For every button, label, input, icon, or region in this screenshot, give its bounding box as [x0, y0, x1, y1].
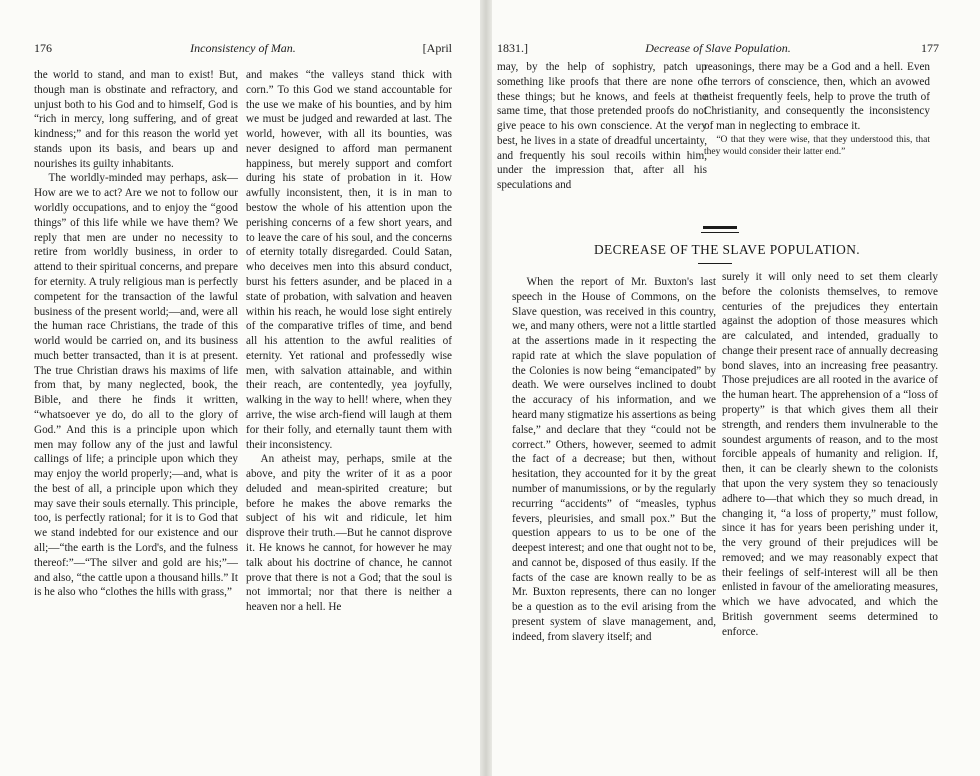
section-divider-thick: [703, 226, 737, 229]
left-running-title: Inconsistency of Man.: [190, 41, 296, 55]
left-column-2: [246, 68, 452, 772]
right-top-col1-text: may, by the help of sophistry, patch up something like proofs that there are none of these things; but he knows, and feels at the same time, that those pretended proofs do not give peace to his own conscience. At the very best, he lives in a state of dreadful uncertainty, and frequently his soul recoils within him, under the impression that, after all his speculations and: [497, 61, 707, 192]
left-running-head: [34, 41, 452, 57]
section-divider-thin: [701, 232, 739, 233]
left-page-number: 176: [34, 41, 52, 55]
right-top-col2-text: reasonings, there may be a God and a hell. Even the terrors of conscience, then, which an avowed atheist frequently feels, help to prove the truth of Christianity, and consequently the inconsistency of man in neglecting to embrace it.: [704, 61, 930, 133]
left-page: [0, 0, 480, 776]
right-page-number: 177: [921, 41, 939, 55]
section-title: DECREASE OF THE SLAVE POPULATION.: [593, 242, 861, 257]
right-running-year: 1831.]: [497, 41, 528, 55]
right-top-column-1: [497, 60, 707, 220]
footnote: “O that they were wise, that they understood this, that they would consider their latter end.”: [704, 134, 930, 158]
right-column-1: [512, 275, 716, 774]
title-underline: [698, 263, 732, 264]
left-col2-para-2: An atheist may, perhaps, smile at the above, and pity the writer of it as a poor deluded and mean-spirited creature; but before he makes the above remarks the subject of his wit and ridicule, let him disprove their truth.—But he cannot disprove it. He knows he cannot, for however he may talk about his doctrine of chance, he cannot prove that there is not a God; that the soul is not immortal; nor that there is neither a heaven nor a hell. He: [246, 453, 452, 614]
right-running-title: Decrease of Slave Population.: [645, 41, 791, 55]
book-gutter: [480, 0, 492, 776]
right-page: [492, 0, 980, 776]
left-col1-para-1: the world to stand, and man to exist! But, though man is obstinate and refractory, and unjust both to his God and to himself, God is “rich in mercy, long suffering, and of great kindness;” and for this reason the world yet stands upon its basis, and bears up and nourishes its guilty inhabitants.: [34, 69, 238, 170]
right-col1-text: When the report of Mr. Buxton's last speech in the House of Commons, on the Slave question, was received in this country, we, and many others, were not a little startled at the assertions made in it respecting the rapid rate at which the slave population of the Colonies is now being “emancipated” by death. We were ourselves inclined to doubt the accuracy of his information, and we heard many stigmatize his assertions as being false,” and declare that they “could not be correct.” Others, however, seemed to admit the fact of a decrease; but then, without hesitation, they accounted for it by the great number of manumissions, or by the regularly recurring “accidents” of “measles, typhus fevers, pleurisies, and small pox.” But the question appears to us to be one of the deepest interest; and one that ought not to be, and cannot be, disposed of thus easily. If the facts of the case are known really to be as Mr. Buxton represents, there can no longer be a question as to the evil arising from the present system of slave management, and, indeed, from slavery itself; and: [512, 276, 716, 643]
right-running-head: [497, 41, 939, 57]
left-running-month: [April: [422, 41, 452, 55]
left-col2-para-1: and makes “the valleys stand thick with corn.” To this God we stand accountable for the use we make of his bounties, and by him we must be judged and rewarded at last. The world, however, with all its bounties, was never designed to afford man permanent happiness, but merely support and comfort during his state of probation in it. How awfully inconsistent, then, it is in man to bestow the whole of his attention upon the perishing concerns of a few short years, and to leave the care of his soul, and the concerns of eternity totally disregarded. Could Satan, who deceives men into this absurd conduct, burst his fetters asunder, and be placed in a state of probation, with salvation and heaven within his reach, he would lose sight entirely of the comparative trifles of time, and bend all his attention to the awful realities of eternity. Yet rational and professedly wise men, with salvation attainable, and within their reach, are contentedly, yea joyfully, walking in the way to hell! where, when they arrive, the wise arch-fiend will laugh at them for their folly, and eternally taunt them with their inconsistency.: [246, 69, 452, 451]
right-column-2: [722, 270, 938, 774]
left-col1-para-2: The worldly-minded may perhaps, ask—How are we to act? Are we not to follow our worldly occupations, and to enjoy the “good things” of this life while we have them? We reply that men are under no necessity to retire from worldly business, in order to attend to their spiritual concerns, and prepare for eternity. A truly religious man is perfectly competent for the transaction of the lawful business of the present world;—and, were all the human race Christians, the trade of this world would be carried on, and its business much better transacted, than it is at present. The true Christian draws his maxims of life from that, by many neglected, book, the Bible, and there he finds it written, “whatsoever ye do, do all to the glory of God.” And this is a principle upon which men may follow any of the just and lawful callings of life; a principle upon which they may enjoy the world properly;—and, what is the best of all, a principle upon which they may save their souls eternally. This principle, too, is perfectly rational; for it is to God that we stand indebted for our existence and our all;—“the earth is the Lord's, and the fulness thereof:”—“The silver and gold are his;”—and also, “the cattle upon a thousand hills.” It is he also who “clothes the hills with grass,”: [34, 172, 238, 599]
right-col2-text: surely it will only need to set them clearly before the colonists themselves, to remove centuries of the prejudices they entertain against the adoption of those measures which are calculated, and intended, gradually to change their present race of annually decreasing bond slaves, into an increasing free peasantry. Those prejudices are all rooted in the avarice of the human heart. The apprehension of a “loss of property” is that which gives them all their strength, and renders them invulnerable to the soundest arguments of reason, and to the most forcible appeals of humanity and religion. If, then, it can be clearly shewn to the colonists that upon the very system they so tenaciously adhere to—that which they so much dread, in changing it, “a loss of property,” must follow, since it has for years been perishing under it, the very ground of their prejudices will be removed; and we may reasonably expect that their feelings of self-interest will all be then enlisted in favour of the ameliorating measures, which we have advocated, and which the British government seems determined to enforce.: [722, 271, 938, 638]
left-column-1: [34, 68, 238, 772]
right-top-column-2: [704, 60, 930, 220]
